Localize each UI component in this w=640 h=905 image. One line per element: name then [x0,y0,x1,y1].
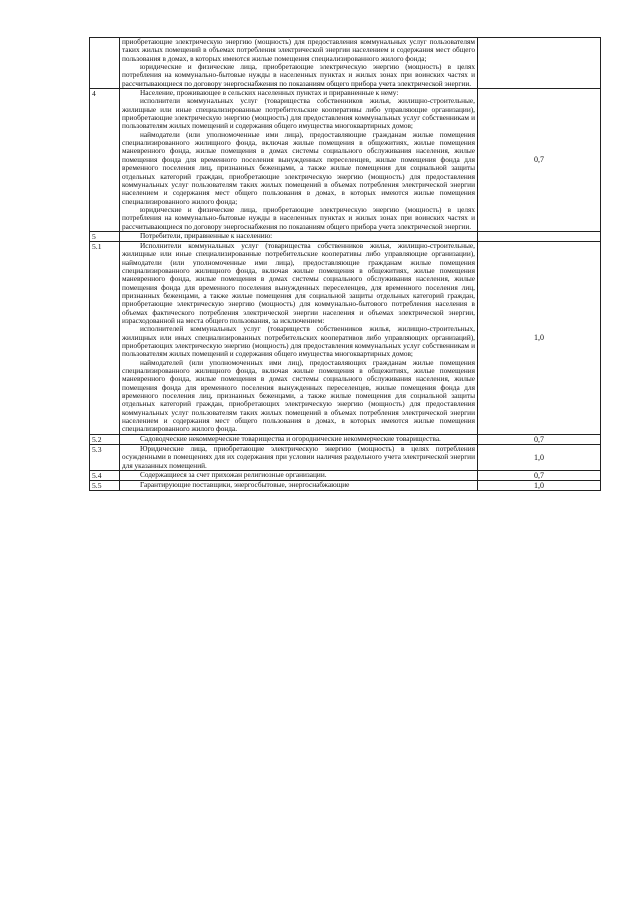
paragraph: исполнители коммунальных услуг (товарищества собственников жилья, жилищно-строительные, жилищные или иные специализированные потребительские кооперативы либо управляющие организации), приобретающие электрическую энергию (мощность) для предоставления коммунальных услуг собственникам и пользователям жилых помещений и содержания общего имущества многоквартирных домов; [122,96,475,131]
row-description [120,434,478,444]
row-coefficient: 0,7 [478,89,601,232]
row-description [120,470,478,480]
table-row [90,480,601,490]
row-description [120,231,478,241]
row-coefficient: 0,7 [478,434,601,444]
paragraph: Содержащиеся за счет прихожан религиозные организации. [140,469,327,479]
row-coefficient [478,231,601,241]
tariff-coefficient-table [89,37,601,491]
row-coefficient [478,38,601,89]
row-number: 5.2 [90,434,120,444]
row-number [90,38,120,89]
row-number: 5.1 [90,241,120,434]
row-number: 5.4 [90,470,120,480]
paragraph: Население, проживающее в сельских населенных пунктах и приравненные к нему: [140,88,399,98]
paragraph: Гарантирующие поставщики, энергосбытовые, энергоснабжающие [140,479,350,489]
table-row [90,470,601,480]
row-description [120,241,478,434]
row-coefficient: 0,7 [478,470,601,480]
paragraph: Исполнители коммунальных услуг (товарищества собственников жилья, жилищно-строительные, жилищные или иные специализированные потребительские кооперативы либо управляющие организации), наймодатели (или уполномоченные ими лица), предоставляющие гражданам жилые помещения специализированного жилищного фонда, включая жилые помещения в общежитиях, жилые помещения маневренного фонда, жилые помещения в домах системы социального обслуживания населения, жилые помещения фонда для временного поселения вынужденных переселенцев, для временного поселения лиц, признанных беженцами, а также жилые помещения для социальной защиты отдельных категорий граждан, приобретающие электрическую энергию (мощность) для коммунально-бытового потребления населения в объемах фактического потребления электрической энергии населения и объемах электрической энергии, израсходованной на места общего пользования, за исключением: [122,240,475,325]
table-row [90,231,601,241]
table-row [90,434,601,444]
row-description [120,89,478,232]
paragraph: юридические и физические лица, приобретающие электрическую энергию (мощность) в целях потребления на коммунально-бытовые нужды в населенных пунктах и жилых зонах при воинских частях и рассчитывающиеся по договору энергоснабжения по показаниям общего прибора учета электрической энергии. [122,204,475,231]
table-row [90,444,601,470]
paragraph: Юридические лица, приобретающие электрическую энергию (мощность) в целях потребления осужденными в помещениях для их содержания при условии наличия раздельного учета электрической энергии для указанных помещений. [122,443,475,470]
row-coefficient: 1,0 [478,444,601,470]
paragraph: исполнителей коммунальных услуг (товариществ собственников жилья, жилищно-строительных, жилищных или иных специализированных потребительских кооперативов либо управляющих организаций), приобретающих электрическую энергию (мощность) для предоставления коммунальных услуг собственникам и пользователям жилых помещений и содержания общего имущества многоквартирных домов; [122,324,475,359]
row-number: 5 [90,231,120,241]
table-row [90,89,601,232]
row-description [120,38,478,89]
paragraph: Садоводческие некоммерческие товарищества и огороднические некоммерческие товарищества. [140,433,441,443]
row-number: 5.3 [90,444,120,470]
paragraph: наймодателей (или уполномоченных ими лиц), предоставляющих гражданам жилые помещения специализированного жилищного фонда, включая жилые помещения в общежитиях, жилые помещения маневренного фонда, жилые помещения в домах системы социального обслуживания населения, жилые помещения фонда для временного поселения вынужденных переселенцев, жилые помещения фонда для временного поселения лиц, признанных беженцами, а также жилые помещения для социальной защиты отдельных категорий граждан, приобретающих электрическую энергию (мощность) для предоставления коммунальных услуг пользователям таких жилых помещений в объемах потребления электрической энергии населением и содержания мест общего пользования в домах, в которых имеются жилые помещения специализированного жилого фонда. [122,357,475,434]
paragraph: Потребители, приравненные к населению: [140,230,273,240]
row-description [120,444,478,470]
row-coefficient: 1,0 [478,480,601,490]
row-coefficient: 1,0 [478,241,601,434]
paragraph: наймодатели (или уполномоченные ими лица), предоставляющие гражданам жилые помещения специализированного жилищного фонда, включая жилые помещения в общежитиях, жилые помещения маневренного фонда, жилые помещения в домах системы социального обслуживания населения, жилые помещения фонда для временного поселения вынужденных переселенцев, жилые помещения фонда для временного поселения лиц, признанных беженцами, а также жилые помещения для социальной защиты отдельных категорий граждан, приобретающие электрическую энергию (мощность) для предоставления коммунальных услуг пользователям таких жилых помещений в объемах потребления электрической энергии населением и содержания мест общего пользования в домах, в которых имеются жилые помещения специализированного жилого фонда; [122,129,475,206]
paragraph: приобретающие электрическую энергию (мощность) для предоставления коммунальных услуг пользователям таких жилых помещений в объемах потребления электрической энергии населением и содержания мест общего пользования в домах, в которых имеются жилые помещения специализированного жилого фонда; [122,37,475,63]
table-row [90,241,601,434]
row-description [120,480,478,490]
table-row [90,38,601,89]
row-number: 4 [90,89,120,232]
paragraph: юридические и физические лица, приобретающие электрическую энергию (мощность) в целях потребления на коммунально-бытовые нужды в населенных пунктах и жилых зонах при воинских частях и рассчитывающиеся по договору энергоснабжения по показаниям общего прибора учета электрической энергии. [122,62,475,88]
row-number: 5.5 [90,480,120,490]
